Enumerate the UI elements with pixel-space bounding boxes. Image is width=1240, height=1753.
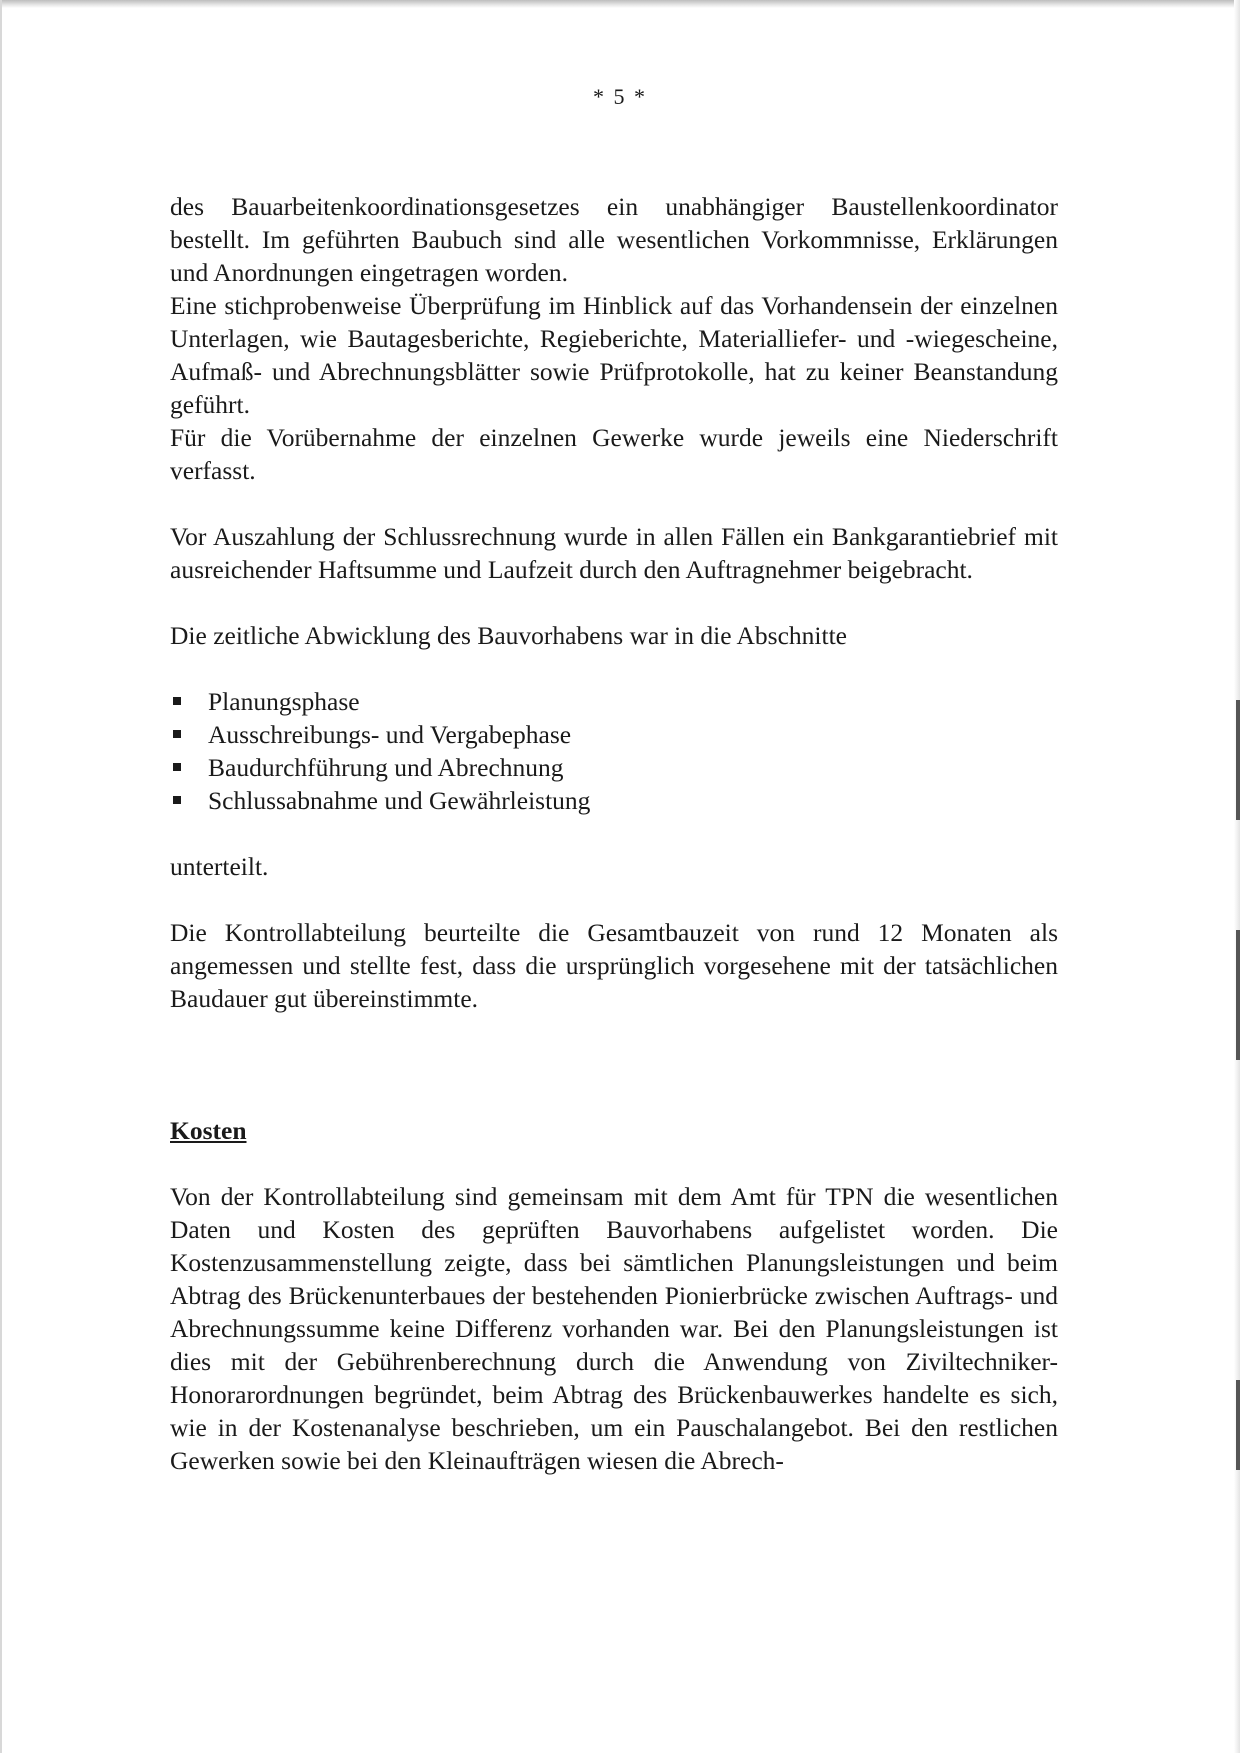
scan-mark (1236, 700, 1240, 820)
bullet-icon (173, 763, 181, 771)
paragraph: Die Kontrollabteilung beurteilte die Gesamtbauzeit von rund 12 Monaten als angemessen und stellte fest, dass die ursprünglich vorgesehene mit der tatsächlichen Baudauer gut übereinstimmte. (170, 918, 1058, 1013)
scan-mark (1236, 1380, 1240, 1470)
phase-list (170, 685, 1058, 817)
paragraph: Für die Vorübernahme der einzelnen Gewerke wurde jeweils eine Niederschrift verfasst. (170, 423, 1058, 485)
list-item (170, 685, 1058, 718)
list-item (170, 784, 1058, 817)
list-item-text: Ausschreibungs- und Vergabephase (208, 720, 572, 749)
list-item-text: Baudurchführung und Abrechnung (208, 753, 564, 782)
paragraph: unterteilt. (170, 852, 269, 881)
paragraph: Die zeitliche Abwicklung des Bauvorhabens war in die Abschnitte (170, 621, 847, 650)
bullet-icon (173, 697, 181, 705)
scan-top-edge (0, 0, 1240, 8)
bullet-icon (173, 796, 181, 804)
scan-right-edge (1234, 0, 1240, 1753)
list-item (170, 718, 1058, 751)
paragraph: Eine stichprobenweise Überprüfung im Hinblick auf das Vorhandensein der einzelnen Unterlagen, wie Bautagesberichte, Regieberichte, Materialliefer- und -wiegescheine, Aufmaß- und Abrechnungsblätter sowie Prüfprotokolle, hat zu keiner Beanstandung geführt. (170, 291, 1058, 419)
paragraph: Von der Kontrollabteilung sind gemeinsam mit dem Amt für TPN die wesentlichen Daten und Kosten des geprüften Bauvorhabens aufgelistet worden. Die Kostenzusammenstellung zeigte, dass bei sämtlichen Planungsleistungen und beim Abtrag des Brückenunterbaues der bestehenden Pionierbrücke zwischen Auftrags- und Abrechnungssumme keine Differenz vorhanden war. Bei den Planungsleistungen ist dies mit der Gebührenberechnung durch die Anwendung von Ziviltechniker-Honorarordnungen begründet, beim Abtrag des Brückenbauwerkes handelte es sich, wie in der Kostenanalyse beschrieben, um ein Pauschalangebot. Bei den restlichen Gewerken sowie bei den Kleinaufträgen wiesen die Abrech- (170, 1182, 1058, 1475)
list-item-text: Schlussabnahme und Gewährleistung (208, 786, 591, 815)
list-item-text: Planungsphase (208, 687, 360, 716)
bullet-icon (173, 730, 181, 738)
paragraph: des Bauarbeitenkoordinationsgesetzes ein unabhängiger Baustellenkoordinator bestellt. Im geführten Baubuch sind alle wesentlichen Vorkommnisse, Erklärungen und Anordnungen eingetragen worden. (170, 192, 1058, 287)
page-number: * 5 * (593, 84, 647, 109)
scan-mark (1236, 930, 1240, 1060)
section-heading: Kosten (170, 1116, 247, 1145)
paragraph: Vor Auszahlung der Schlussrechnung wurde in allen Fällen ein Bankgarantiebrief mit ausreichender Haftsumme und Laufzeit durch den Auftragnehmer beigebracht. (170, 522, 1058, 584)
document-body (170, 190, 1058, 1477)
list-item (170, 751, 1058, 784)
scan-left-edge (0, 0, 2, 1753)
